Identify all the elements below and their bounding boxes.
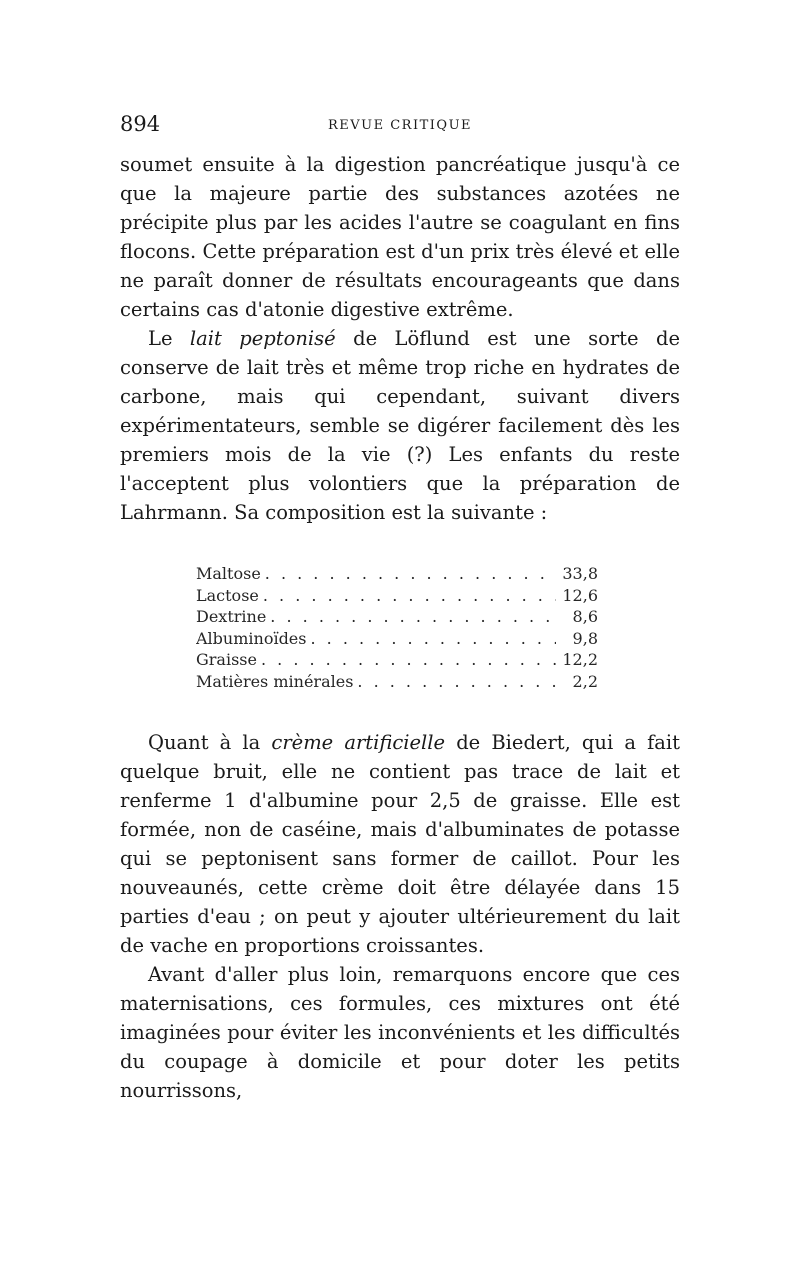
paragraph-3-italic: crème artificielle bbox=[271, 731, 446, 754]
composition-label: Maltose bbox=[196, 564, 261, 583]
composition-value: 12,6 bbox=[562, 585, 598, 605]
paragraph-3-rest: de Biedert, qui a fait quelque bruit, elle ne contient pas trace de lait et renferme 1 d'albumine pour 2,5 de graisse. Elle est formée, non de caséine, mais d'albuminates de potasse qui se peptonisent sans former de caillot. Pour les nouveaunés, cette crème doit être délayée dans 15 parties d'eau ; on peut y ajouter ultérieurement du lait de vache en proportions croissantes. bbox=[120, 731, 680, 957]
paragraph-2-rest: de Löflund est une sorte de conserve de lait très et même trop riche en hydrates de carbone, mais qui cependant, suivant divers expérimentateurs, semble se digérer facilement dès les premiers mois de la vie (?) Les enfants du reste l'acceptent plus volontiers que la préparation de Lahrmann. Sa composition est la suivante : bbox=[120, 327, 680, 524]
composition-value: 33,8 bbox=[562, 564, 598, 583]
paragraph-2 bbox=[120, 324, 680, 527]
composition-label: Dextrine bbox=[196, 607, 267, 626]
composition-label: Lactose bbox=[196, 585, 259, 605]
paragraph-2-italic: lait peptonisé bbox=[189, 327, 336, 350]
composition-row bbox=[196, 649, 598, 671]
composition-row bbox=[196, 606, 598, 628]
dot-leader bbox=[261, 649, 556, 671]
composition-value: 2,2 bbox=[572, 671, 598, 691]
paragraph-2-start: Le bbox=[148, 327, 190, 350]
composition-label: Graisse bbox=[196, 650, 257, 669]
dot-leader bbox=[265, 563, 556, 585]
composition-label: Albuminoïdes bbox=[196, 628, 307, 648]
dot-leader bbox=[270, 606, 556, 628]
paragraph-3 bbox=[120, 728, 680, 960]
composition-row bbox=[196, 628, 598, 650]
paragraph-3-start: Quant à la bbox=[148, 731, 272, 754]
composition-value: 12,2 bbox=[562, 650, 598, 669]
composition-label: Matières minérales bbox=[196, 671, 354, 691]
composition-row bbox=[196, 585, 598, 607]
page-number: 894 bbox=[120, 112, 161, 136]
page-header bbox=[120, 112, 680, 142]
dot-leader bbox=[310, 628, 556, 650]
composition-value: 8,6 bbox=[572, 607, 598, 626]
composition-value: 9,8 bbox=[572, 628, 598, 648]
composition-table bbox=[196, 563, 598, 692]
paragraph-1: soumet ensuite à la digestion pancréatique jusqu'à ce que la majeure partie des substances azotées ne précipite plus par les acides l'autre se coagulant en fins flocons. Cette préparation est d'un prix très élevé et elle ne paraît donner de résultats encourageants que dans certains cas d'atonie digestive extrême. bbox=[120, 153, 680, 321]
composition-row bbox=[196, 563, 598, 585]
dot-leader bbox=[263, 585, 556, 607]
running-title: REVUE CRITIQUE bbox=[327, 118, 473, 133]
paragraph-4: Avant d'aller plus loin, remarquons encore que ces maternisations, ces formules, ces mixtures ont été imaginées pour éviter les inconvénients et les difficultés du coupage à domicile et pour doter les petits nourrissons, bbox=[120, 963, 680, 1102]
body-text bbox=[120, 150, 680, 1105]
composition-row bbox=[196, 671, 598, 693]
dot-leader bbox=[357, 671, 556, 693]
